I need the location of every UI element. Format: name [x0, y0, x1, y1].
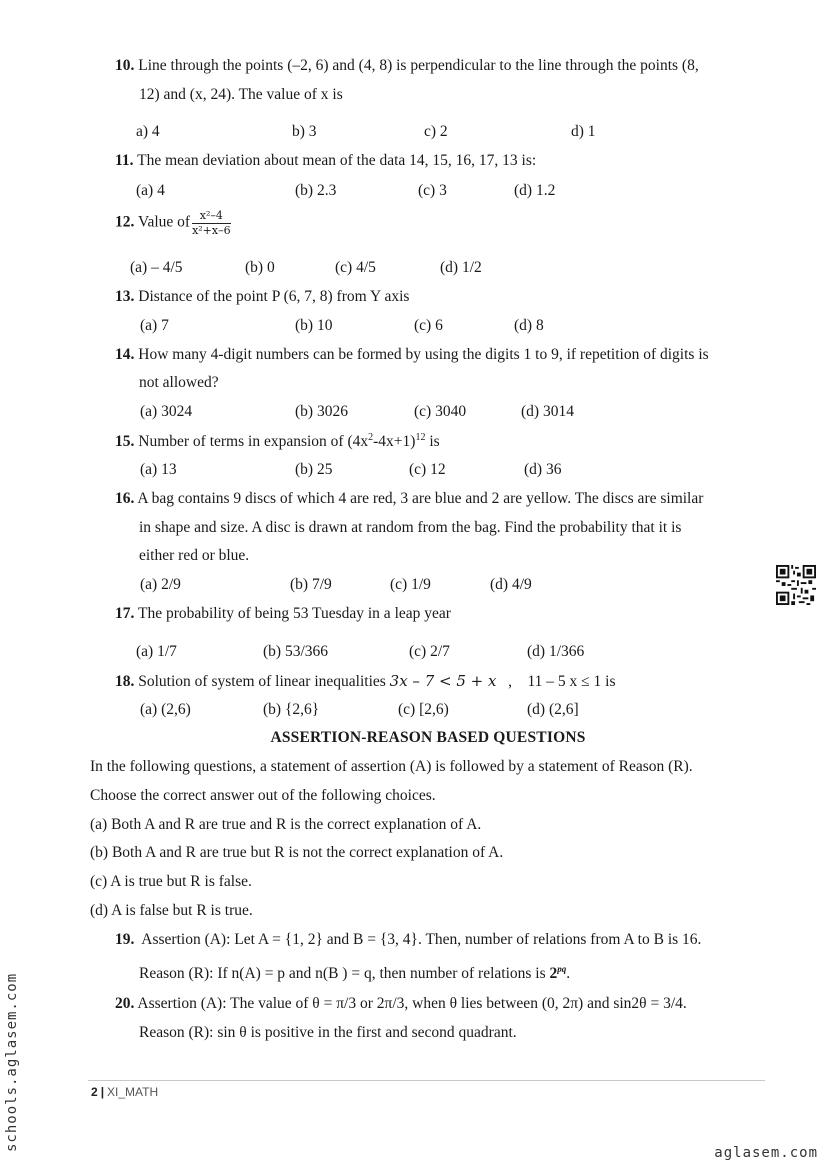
punctuation: . — [566, 965, 571, 983]
inequality-1: 3x – 7 < 5 + x — [389, 672, 497, 690]
question-number: 12. — [115, 213, 135, 231]
option-a: (a) 3024 — [140, 403, 193, 420]
question-12 — [115, 210, 231, 236]
section-intro: Choose the correct answer out of the following choices. — [90, 787, 436, 804]
power-exponent: pq — [557, 964, 567, 974]
power-base: 2 — [549, 965, 558, 983]
reason-text: Reason (R): If n(A) = p and n(B ) = q, then number of relations is — [139, 965, 546, 983]
question-number: 14. — [115, 346, 135, 363]
option-d: (d) 4/9 — [490, 576, 532, 593]
question-text: Solution of system of linear inequalities — [138, 673, 386, 690]
question-13 — [115, 288, 409, 306]
choice-b: (b) Both A and R are true but R is not the correct explanation of A. — [90, 844, 504, 861]
assertion-text: Assertion (A): The value of θ = π/3 or 2π/3, when θ lies between (0, 2π) and sin2θ = 3/4. — [137, 995, 687, 1012]
fraction — [192, 210, 231, 236]
option-a: (a) 4 — [136, 182, 165, 199]
question-text: Number of terms in expansion of (4x — [138, 433, 369, 451]
question-text-continued: in shape and size. A disc is drawn at random from the bag. Find the probability that it is — [139, 519, 682, 536]
inequality-2: 11 – 5 x ≤ 1 is — [527, 673, 616, 690]
section-title: ASSERTION-REASON BASED QUESTIONS — [270, 729, 586, 746]
option-c: (c) 12 — [409, 461, 446, 478]
question-number: 17. — [115, 605, 135, 622]
question-number: 18. — [115, 673, 135, 690]
reason-text: Reason (R): sin θ is positive in the first and second quadrant. — [139, 1024, 517, 1041]
question-10 — [115, 57, 699, 75]
question-16 — [115, 490, 703, 508]
option-a: a) 4 — [136, 123, 160, 140]
question-number: 16. — [115, 490, 135, 507]
question-text: is — [425, 433, 440, 451]
option-d: (d) (2,6] — [527, 701, 579, 718]
option-a: (a) 7 — [140, 317, 169, 334]
question-text: How many 4-digit numbers can be formed by using the digits 1 to 9, if repetition of digits is — [138, 346, 709, 363]
option-b: b) 3 — [292, 123, 317, 140]
question-20 — [115, 995, 687, 1013]
option-a: (a) 13 — [140, 461, 177, 478]
question-number: 19. — [115, 931, 135, 948]
option-b: (b) 0 — [245, 259, 275, 276]
reason-line — [139, 964, 570, 983]
section-intro: In the following questions, a statement of assertion (A) is followed by a statement of Reason (R). — [90, 758, 693, 775]
question-number: 15. — [115, 433, 135, 451]
question-number: 11. — [115, 152, 134, 169]
option-d: d) 1 — [571, 123, 596, 140]
superscript: 2 — [368, 432, 374, 443]
side-watermark: schools.aglasem.com — [4, 972, 20, 1152]
question-14 — [115, 346, 709, 364]
option-d: (d) 1/2 — [440, 259, 482, 276]
question-text: -4x+1) — [373, 433, 416, 451]
option-c: (c) 2/7 — [409, 643, 450, 660]
question-number: 10. — [115, 57, 135, 74]
qr-code-icon — [776, 565, 816, 605]
option-c: (c) 4/5 — [335, 259, 376, 276]
footer-label: XI_MATH — [107, 1085, 159, 1099]
question-text: Line through the points (–2, 6) and (4, 8) is perpendicular to the line through the points (8, — [138, 57, 699, 74]
choice-d: (d) A is false but R is true. — [90, 902, 253, 919]
option-b: (b) 10 — [295, 317, 333, 334]
bottom-watermark: aglasem.com — [714, 1145, 818, 1161]
footer-separator: | — [100, 1085, 105, 1099]
option-a: (a) 1/7 — [136, 643, 177, 660]
option-d: (d) 1/366 — [527, 643, 585, 660]
question-text: A bag contains 9 discs of which 4 are red, 3 are blue and 2 are yellow. The discs are similar — [137, 490, 704, 507]
option-b: (b) 7/9 — [290, 576, 332, 593]
option-b: (b) 53/366 — [263, 643, 329, 660]
question-11 — [115, 152, 536, 170]
question-text: The probability of being 53 Tuesday in a leap year — [137, 605, 451, 622]
choice-a: (a) Both A and R are true and R is the correct explanation of A. — [90, 816, 482, 833]
assertion-text: Assertion (A): Let A = {1, 2} and B = {3, 4}. Then, number of relations from A to B is 16. — [141, 931, 702, 948]
fraction-numerator: x²–4 — [192, 210, 231, 224]
question-18 — [115, 672, 615, 691]
option-b: (b) {2,6} — [263, 701, 320, 718]
superscript: 12 — [415, 432, 426, 443]
option-d: (d) 1.2 — [514, 182, 556, 199]
question-17 — [115, 605, 451, 623]
option-c: c) 2 — [424, 123, 448, 140]
question-text: Distance of the point P (6, 7, 8) from Y axis — [138, 288, 410, 305]
option-c: (c) 3040 — [414, 403, 467, 420]
option-d: (d) 3014 — [521, 403, 574, 420]
question-text-continued: 12) and (x, 24). The value of x is — [139, 86, 343, 103]
option-c: (c) 6 — [414, 317, 443, 334]
option-a: (a) 2/9 — [140, 576, 181, 593]
option-b: (b) 2.3 — [295, 182, 337, 199]
question-15 — [115, 432, 440, 451]
question-text-continued: not allowed? — [139, 374, 219, 391]
question-number: 20. — [115, 995, 135, 1012]
question-number: 13. — [115, 288, 135, 305]
option-a: (a) – 4/5 — [130, 259, 183, 276]
question-text-continued: either red or blue. — [139, 547, 250, 564]
question-text: Value of — [137, 213, 191, 231]
separator: , — [508, 673, 512, 690]
option-c: (c) 3 — [418, 182, 447, 199]
option-d: (d) 36 — [524, 461, 562, 478]
option-c: (c) 1/9 — [390, 576, 431, 593]
page-number: 2 — [91, 1085, 98, 1099]
option-a: (a) (2,6) — [140, 701, 191, 718]
option-c: (c) [2,6) — [398, 701, 449, 718]
option-d: (d) 8 — [514, 317, 544, 334]
footer-divider — [88, 1080, 765, 1081]
option-b: (b) 3026 — [295, 403, 348, 420]
option-b: (b) 25 — [295, 461, 333, 478]
choice-c: (c) A is true but R is false. — [90, 873, 252, 890]
question-text: The mean deviation about mean of the data 14, 15, 16, 17, 13 is: — [137, 152, 537, 169]
fraction-denominator: x²+x–6 — [192, 223, 231, 237]
page-footer — [91, 1085, 158, 1099]
question-19 — [115, 931, 701, 949]
